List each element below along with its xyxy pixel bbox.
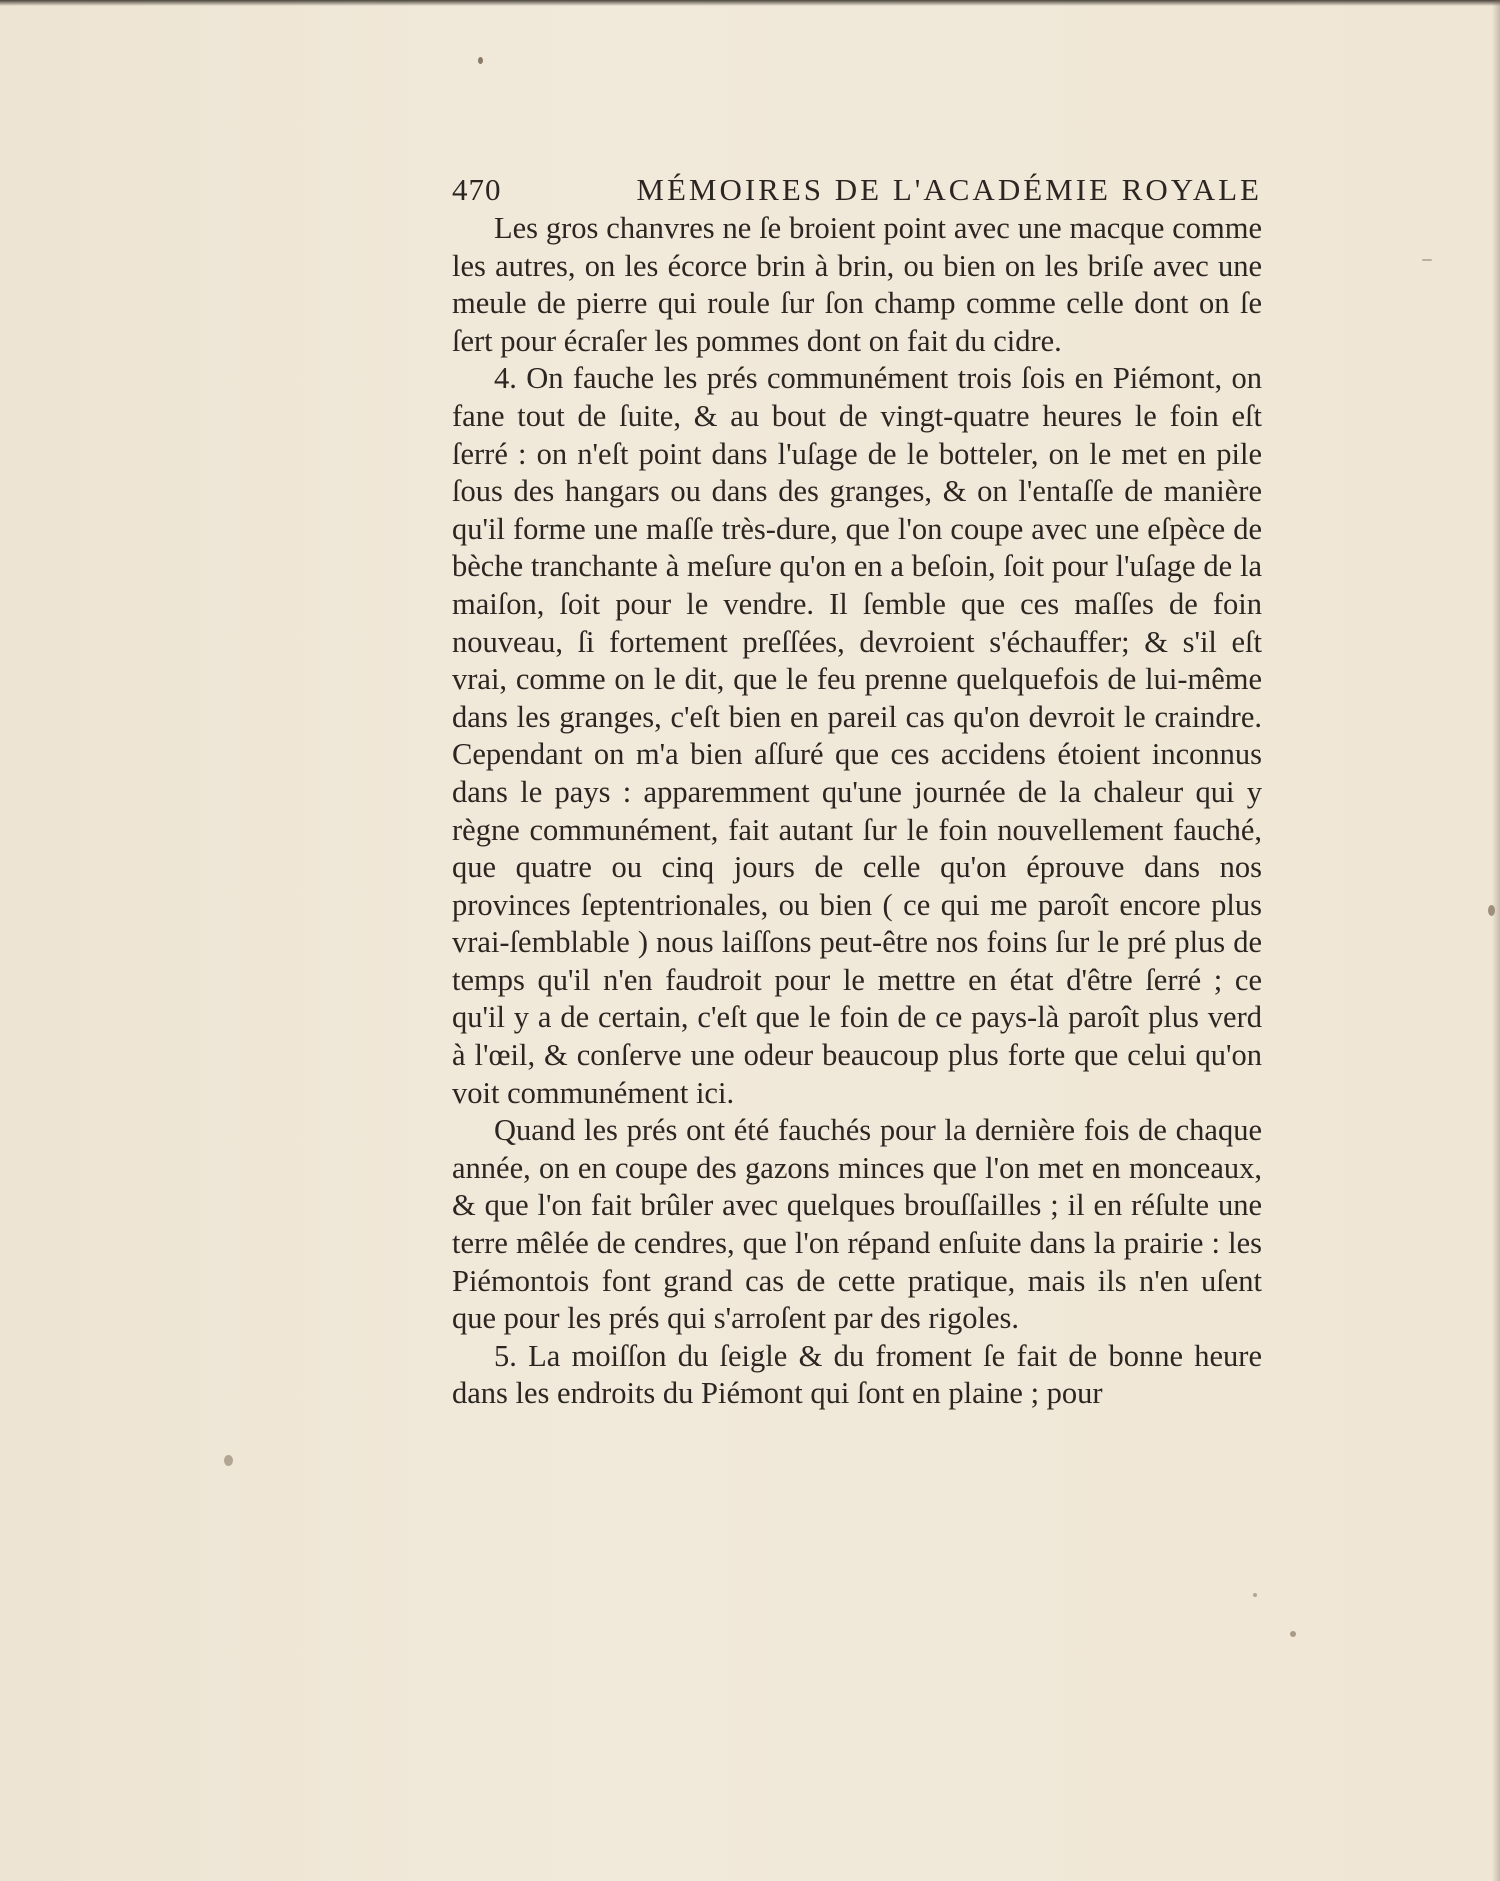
paper-speck — [224, 1455, 233, 1466]
paper-speck — [478, 57, 483, 64]
paper-speck — [1422, 259, 1432, 261]
paragraph-meadows: Quand les prés ont été fauchés pour la dernière fois de chaque année, on en coupe des gazons minces que l'on met en monceaux, & que l'on fait brûler avec quelques brouſſailles ; il en réſulte une terre mêlée de cendres, que l'on répand enſuite dans la prairie : les Piémontois font grand cas de cette pratique, mais ils n'en uſent que pour les prés qui s'arroſent par des rigoles. — [452, 1113, 1262, 1336]
paper-speck — [1290, 1631, 1296, 1637]
paragraph-hay: 4. On fauche les prés communément trois ſois en Piémont, on fane tout de ſuite, & au bout de vingt-quatre heures le foin eſt ſerré : on n'eſt point dans l'uſage de le botteler, on le met en pile ſous des hangars ou dans des granges, & on l'entaſſe de manière qu'il forme une maſſe très-dure, que l'on coupe avec une eſpèce de bèche tranchante à meſure qu'on en a beſoin, ſoit pour l'uſage de la maiſon, ſoit pour le vendre. Il ſemble que ces maſſes de foin nouveau, ſi fortement preſſées, devroient s'échauffer; & s'il eſt vrai, comme on le dit, que le feu prenne quelquefois de lui-même dans les granges, c'eſt bien en pareil cas qu'on devroit le craindre. Cependant on m'a bien aſſuré que ces accidens étoient inconnus dans le pays : apparemment qu'une journée de la chaleur qui y règne communément, fait autant ſur le foin nouvellement fauché, que quatre ou cinq jours de celle qu'on éprouve dans nos provinces ſeptentrionales, ou bien ( ce qui me paroît encore plus vrai-ſemblable ) nous laiſſons peut-être nos foins ſur le pré plus de temps qu'il n'en faudroit pour le mettre en état d'être ſerré ; ce qu'il y a de certain, c'eſt que le foin de ce pays-là paroît plus verd à l'œil, & conſerve une odeur beaucoup plus forte que celui qu'on voit communément ici. — [452, 361, 1262, 1110]
page-number: 470 — [452, 172, 502, 207]
paper-speck — [1253, 1593, 1257, 1597]
paragraph-hemp: Les gros chanvres ne ſe broient point avec une macque comme les autres, on les écorce brin à brin, ou bien on les briſe avec une meule de pierre qui roule ſur ſon champ comme celle dont on ſe ſert pour écraſer les pommes dont on fait du cidre. — [452, 211, 1262, 358]
page-edge-shadow — [1492, 0, 1500, 1881]
running-head — [452, 170, 1262, 210]
page-text — [452, 170, 1262, 1413]
paragraph-harvest: 5. La moiſſon du ſeigle & du froment ſe fait de bonne heure dans les endroits du Piémont qui ſont en plaine ; pour — [452, 1338, 1262, 1411]
scan-top-shadow — [0, 0, 1500, 6]
running-title: MÉMOIRES DE L'ACADÉMIE ROYALE — [636, 172, 1262, 207]
paper-speck — [1488, 905, 1495, 916]
